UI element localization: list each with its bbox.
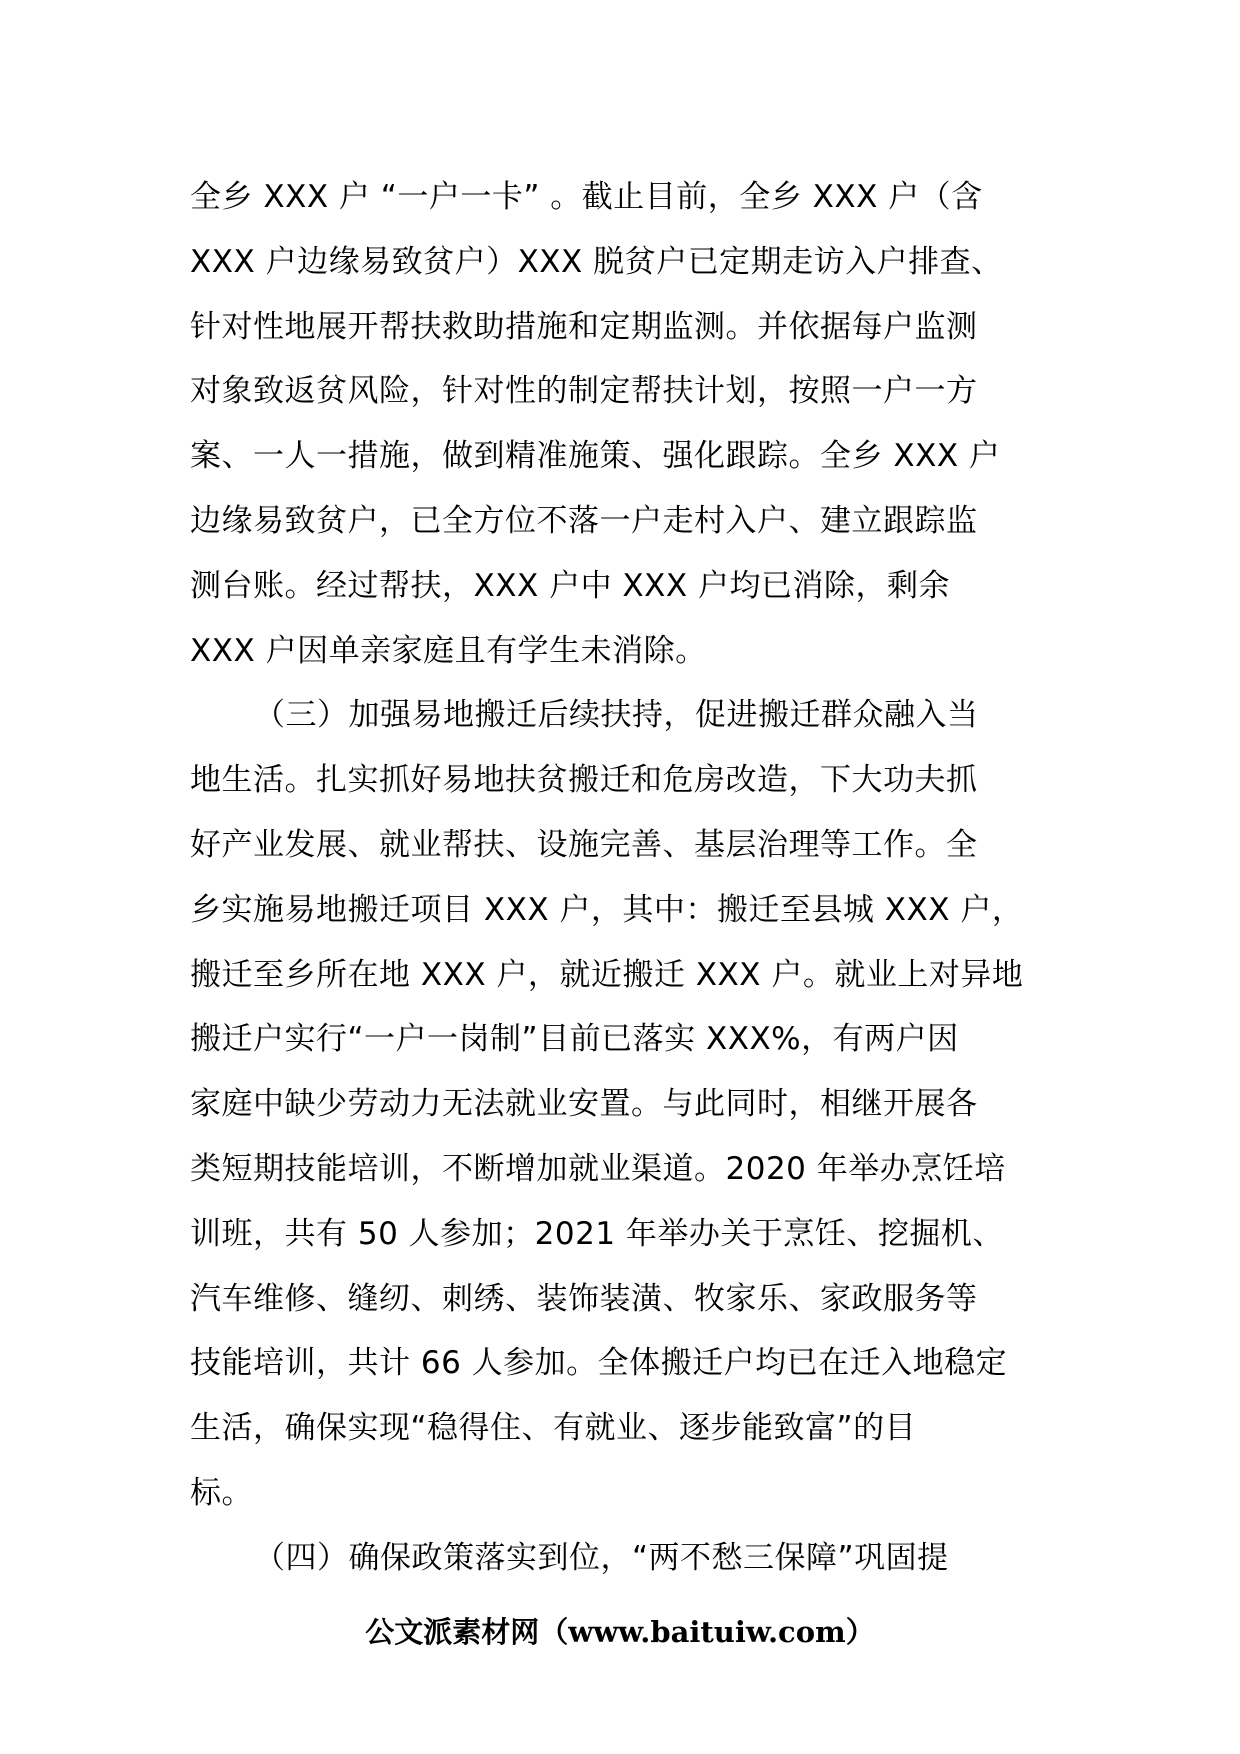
- text-line: 边缘易致贫户，已全方位不落一户走村入户、建立跟踪监: [190, 502, 978, 539]
- text-line: 家庭中缺少劳动力无法就业安置。与此同时，相继开展各: [190, 1086, 978, 1123]
- footer-watermark: 公文派素材网（www.baituiw.com）: [365, 1615, 875, 1649]
- section-heading-four: （四）确保政策落实到位，“两不愁三保障”巩固提: [254, 1539, 949, 1576]
- text-line: XXX 户因单亲家庭且有学生未消除。: [190, 632, 707, 669]
- section-heading-three: （三）加强易地搬迁后续扶持，促进搬迁群众融入当: [254, 697, 979, 734]
- text-line: 对象致返贫风险，针对性的制定帮扶计划，按照一户一方: [190, 373, 978, 410]
- text-line: 技能培训，共计 66 人参加。全体搬迁户均已在迁入地稳定: [190, 1345, 1008, 1382]
- text-line: 地生活。扎实抓好易地扶贫搬迁和危房改造，下大功夫抓: [190, 762, 978, 799]
- body-text: [190, 165, 1060, 1591]
- text-line: 针对性地展开帮扶救助措施和定期监测。并依据每户监测: [190, 308, 978, 345]
- text-line: 汽车维修、缝纫、刺绣、装饰装潢、牧家乐、家政服务等: [190, 1280, 978, 1317]
- text-line: 乡实施易地搬迁项目 XXX 户，其中：搬迁至县城 XXX 户，: [190, 891, 1024, 928]
- text-line: 类短期技能培训，不断增加就业渠道。2020 年举办烹饪培: [190, 1150, 1006, 1187]
- text-line: XXX 户边缘易致贫户）XXX 脱贫户已定期走访入户排查、: [190, 243, 1003, 280]
- text-line: 训班，共有 50 人参加；2021 年举办关于烹饪、挖掘机、: [190, 1215, 1004, 1252]
- text-line: 测台账。经过帮扶，XXX 户中 XXX 户均已消除，剩余: [190, 567, 950, 604]
- text-line: 案、一人一措施，做到精准施策、强化跟踪。全乡 XXX 户: [190, 438, 1001, 475]
- text-line: 搬迁至乡所在地 XXX 户，就近搬迁 XXX 户。就业上对异地: [190, 956, 1024, 993]
- text-line: 好产业发展、就业帮扶、设施完善、基层治理等工作。全: [190, 826, 978, 863]
- text-line: 搬迁户实行“一户一岗制”目前已落实 XXX%，有两户因: [190, 1021, 959, 1058]
- text-line: 全乡 XXX 户 “一户一卡” 。截止目前，全乡 XXX 户（含: [190, 179, 983, 215]
- text-line: 生活，确保实现“稳得住、有就业、逐步能致富”的目: [190, 1410, 917, 1447]
- text-line: 标。: [190, 1474, 253, 1511]
